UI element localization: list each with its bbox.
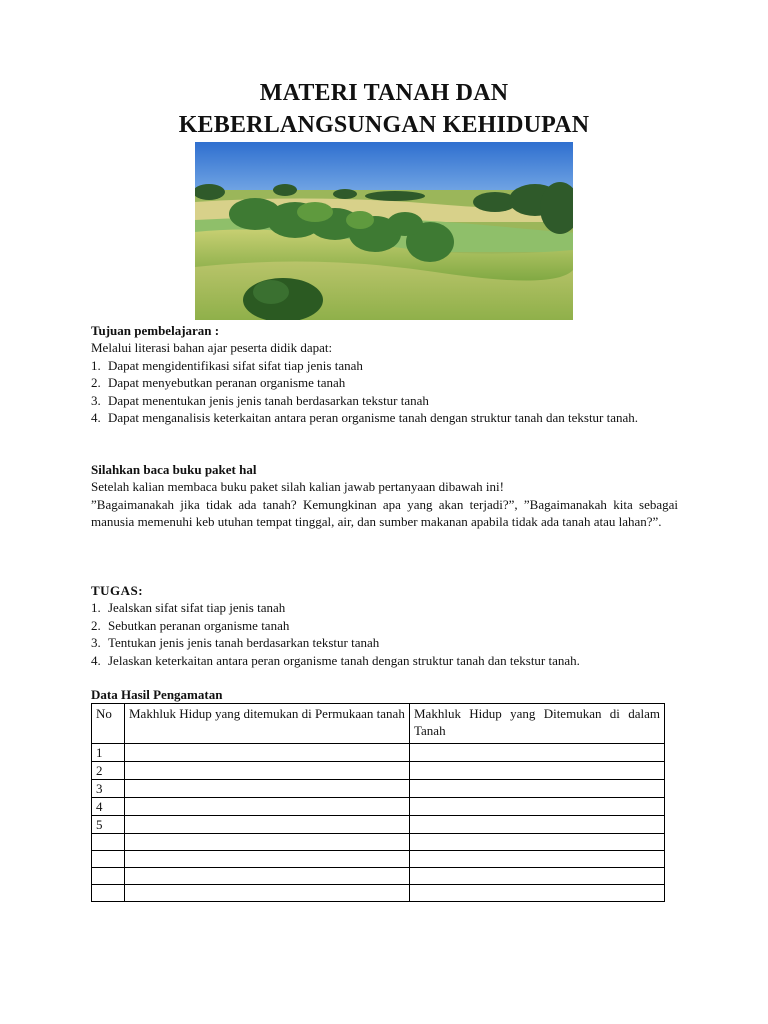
goals-intro: Melalui literasi bahan ajar peserta didik dapat: [91,340,333,356]
reading-question: ”Bagaimanakah jika tidak ada tanah? Kemungkinan apa yang akan terjadi?”, ”Bagaimanakah kita sebagai manusia memenuhi keb utuhan tempat tinggal, air, dan sumber makanan apabila tidak ada tanah atau lahan?”. [91,496,678,530]
list-text: Dapat menentukan jenis jenis tanah berdasarkan tekstur tanah [108,392,429,408]
column-header-surface: Makhluk Hidup yang ditemukan di Permukaan tanah [125,704,410,744]
list-text: Dapat mengidentifikasi sifat sifat tiap jenis tanah [108,357,363,373]
underground-cell[interactable] [410,780,665,798]
surface-cell[interactable] [125,885,410,902]
list-item [91,617,678,634]
observation-heading: Data Hasil Pengamatan [91,687,223,702]
table-row [92,885,665,902]
table-row [92,798,665,816]
list-number: 2. [91,617,101,633]
observation-table [91,703,665,902]
surface-cell[interactable] [125,798,410,816]
list-item [91,634,678,651]
list-number: 1. [91,357,101,373]
column-header-no: No [92,704,125,744]
list-number: 1. [91,600,101,616]
table-row [92,816,665,834]
table-row [92,868,665,885]
list-text: Tentukan jenis jenis tanah berdasarkan tekstur tanah [108,635,380,651]
table-row [92,834,665,851]
row-number-cell [92,834,125,851]
underground-cell[interactable] [410,762,665,780]
table-row [92,744,665,762]
row-number-cell: 5 [92,816,125,834]
list-item [91,409,678,426]
row-number-cell [92,851,125,868]
reading-intro: Setelah kalian membaca buku paket silah kalian jawab pertanyaan dibawah ini! [91,479,504,495]
row-number-cell [92,868,125,885]
surface-cell[interactable] [125,762,410,780]
underground-cell[interactable] [410,798,665,816]
surface-cell[interactable] [125,816,410,834]
list-text: Dapat menyebutkan peranan organisme tanah [108,375,346,391]
list-item [91,599,678,616]
page-title-line2: KEBERLANGSUNGAN KEHIDUPAN [178,112,590,138]
list-number: 4. [91,652,101,668]
surface-cell[interactable] [125,851,410,868]
underground-cell[interactable] [410,868,665,885]
underground-cell[interactable] [410,816,665,834]
table-row [92,780,665,798]
column-header-underground: Makhluk Hidup yang Ditemukan di dalam Tanah [410,704,665,744]
surface-cell[interactable] [125,868,410,885]
list-text: Dapat menganalisis keterkaitan antara peran organisme tanah dengan struktur tanah dan tekstur tanah. [108,410,639,426]
underground-cell[interactable] [410,744,665,762]
row-number-cell: 1 [92,744,125,762]
underground-cell[interactable] [410,851,665,868]
reading-heading: Silahkan baca buku paket hal [91,462,257,477]
page-title-line1: MATERI TANAH DAN [259,80,509,106]
goals-list [91,357,678,427]
surface-cell[interactable] [125,780,410,798]
table-row [92,851,665,868]
row-number-cell: 3 [92,780,125,798]
tasks-list [91,599,678,669]
table-header-row [92,704,665,744]
list-text: Sebutkan peranan organisme tanah [108,617,290,633]
goals-heading: Tujuan pembelajaran : [91,323,220,338]
list-item [91,357,678,374]
tasks-heading: TUGAS: [91,583,144,598]
list-item [91,392,678,409]
surface-cell[interactable] [125,834,410,851]
list-item [91,652,678,669]
list-item [91,374,678,391]
row-number-cell: 4 [92,798,125,816]
surface-cell[interactable] [125,744,410,762]
row-number-cell: 2 [92,762,125,780]
underground-cell[interactable] [410,834,665,851]
row-number-cell [92,885,125,902]
underground-cell[interactable] [410,885,665,902]
list-number: 3. [91,392,101,408]
list-number: 2. [91,375,101,391]
landscape-photo [195,142,573,320]
table-row [92,762,665,780]
list-text: Jealskan sifat sifat tiap jenis tanah [108,600,286,616]
list-number: 4. [91,410,101,426]
list-text: Jelaskan keterkaitan antara peran organisme tanah dengan struktur tanah dan tekstur tanah. [108,652,580,668]
list-number: 3. [91,635,101,651]
